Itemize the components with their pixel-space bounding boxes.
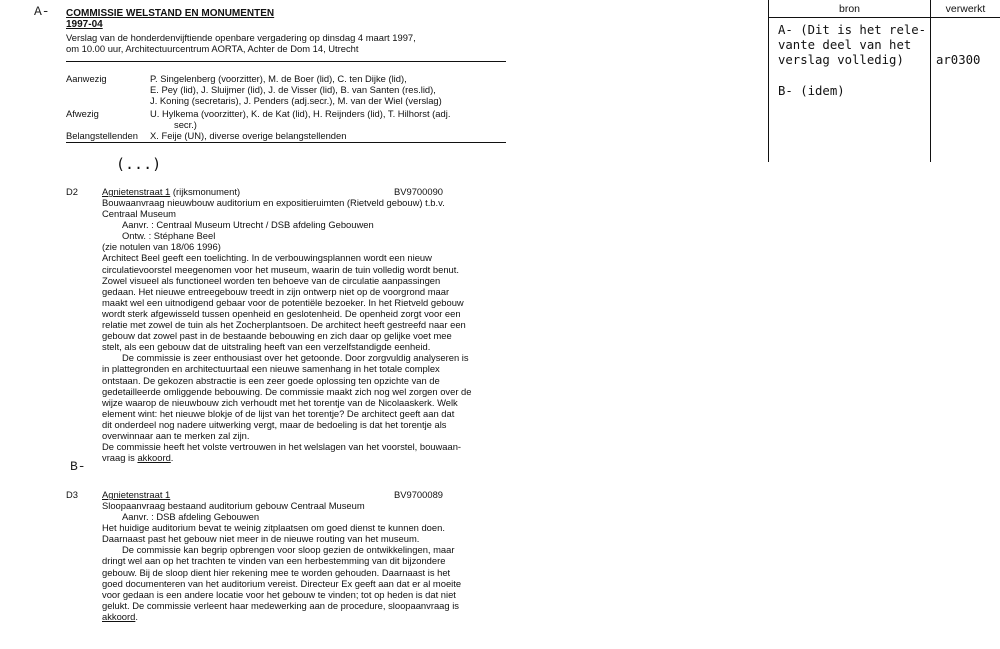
body-line: Centraal Museum <box>102 208 176 220</box>
header-divider <box>66 61 506 62</box>
marker-a: A- <box>34 4 50 19</box>
omission-ellipsis: (...) <box>116 155 162 173</box>
document-number: 1997-04 <box>66 19 103 30</box>
document-title: COMMISSIE WELSTAND EN MONUMENTEN <box>66 8 275 19</box>
body-line: dringt wel aan op het trachten te vinden van een herbestemming van dit bijzondere <box>102 555 446 567</box>
absent-line: secr.) <box>174 119 197 131</box>
verdict-line: vraag is akkoord. <box>102 452 174 464</box>
body-line: dit onderdeel nog nadere uitwerking vergt, maar de bedoeling is dat het torentje als <box>102 418 447 430</box>
body-line: De commissie kan begrip opbrengen voor sloop gezien de ontwikkelingen, maar <box>122 544 455 556</box>
bron-line: A- (Dit is het rele- <box>778 23 927 37</box>
item-body <box>102 197 471 463</box>
body-line: goed documenteren van het auditorium vereist. Directeur Ex geeft aan dat er al moeite <box>102 577 462 589</box>
table-column-divider <box>930 0 931 162</box>
item-code: D2 <box>66 186 78 197</box>
column-header-bron: bron <box>838 3 860 15</box>
verdict: akkoord <box>102 610 136 622</box>
body-line: Ontw. : Stéphane Beel <box>122 230 216 242</box>
meeting-line-2: om 10.00 uur, Architectuurcentrum AORTA, Achter de Dom 14, Utrecht <box>66 43 359 54</box>
item-reference: BV9700089 <box>394 489 444 500</box>
body-line: Bouwaanvraag nieuwbouw auditorium en expositieruimten (Rietveld gebouw) t.b.v. <box>102 197 445 208</box>
body-line: maakt wel een uitnodigend gebaar voor de potentiële bezoeker. In het Rietveld gebouw <box>102 296 464 308</box>
table-header-rule <box>768 17 1000 18</box>
item-reference: BV9700090 <box>394 186 444 197</box>
present-line: E. Pey (lid), J. Sluijmer (lid), J. de Visser (lid), B. van Santen (res.lid), <box>150 84 436 96</box>
present-line: P. Singelenberg (voorzitter), M. de Boer (lid), C. ten Dijke (lid), <box>150 73 407 84</box>
body-line: stelt, als een gebouw dat de uitstraling heeft van een verzelfstandigde eenheid. <box>102 341 431 353</box>
present-label: Aanwezig <box>66 73 107 84</box>
body-line: in plattegronden en architectuurtaal een nieuwe samenhang in het totale complex <box>102 363 440 375</box>
item-address: Agnietenstraat 1 (rijksmonument) <box>102 186 241 197</box>
interested-label: Belangstellenden <box>66 130 138 141</box>
absent-line: U. Hylkema (voorzitter), K. de Kat (lid), H. Reijnders (lid), T. Hilhorst (adj. <box>150 108 451 119</box>
body-line: voor gedaan is een andere locatie voor het gebouw te vinden; tot op heden is dat niet <box>102 588 456 600</box>
table-left-border <box>768 0 769 162</box>
absent-list <box>150 108 450 130</box>
body-line: Sloopaanvraag bestaand auditorium gebouw Centraal Museum <box>102 500 365 511</box>
body-line: Architect Beel geeft een toelichting. In de verbouwingsplannen wordt een nieuw <box>102 252 432 264</box>
present-line: J. Koning (secretaris), J. Penders (adj.secr.), M. van der Wiel (verslag) <box>150 95 442 107</box>
present-list <box>150 73 442 106</box>
body-line: gedaan. Het nieuwe entreegebouw treedt in zijn ontwerp niet op de voorgrond maar <box>102 285 450 297</box>
body-line: Aanvr. : Centraal Museum Utrecht / DSB afdeling Gebouwen <box>122 219 374 231</box>
body-line: Aanvr. : DSB afdeling Gebouwen <box>122 511 260 523</box>
body-line: wijze waarop de nieuwbouw zich verhoudt met het torentje van de Nicolaaskerk. Welk <box>102 396 458 408</box>
verwerkt-cell: ar0300 <box>936 53 981 67</box>
bron-cell <box>778 23 926 99</box>
bron-line <box>778 69 926 84</box>
column-header-verwerkt: verwerkt <box>945 3 986 15</box>
body-line: Het huidige auditorium bevat te weinig zitplaatsen om goed dienst te kunnen doen. <box>102 522 445 534</box>
body-line: Daarnaast past het gebouw niet meer in de nieuwe routing van het museum. <box>102 533 420 545</box>
body-line: De commissie is zeer enthousiast over het getoonde. Door zorgvuldig analyseren is <box>122 352 469 364</box>
body-line: relatie met zowel de tuin als het Zocherplantsoen. De architect heeft gestreefd naar een <box>102 319 466 331</box>
body-line: gelukt. De commissie verleent haar medewerking aan de procedure, sloopaanvraag is <box>102 599 459 611</box>
marker-b: B- <box>70 459 86 474</box>
bron-line: verslag volledig) <box>778 53 904 68</box>
body-line: gebouw. Bij de sloop dient hier rekening mee te worden gehouden. Daarnaast is het <box>102 566 451 578</box>
item-address: Agnietenstraat 1 <box>102 489 171 500</box>
item-code: D3 <box>66 489 78 500</box>
bron-line: vante deel van het <box>778 38 912 53</box>
meeting-line-1: Verslag van de honderdenvijftiende openbare vergadering op dinsdag 4 maart 1997, <box>66 32 416 43</box>
body-line: (zie notulen van 18/06 1996) <box>102 241 221 253</box>
attendance-divider <box>66 142 506 143</box>
item-body <box>102 500 461 622</box>
body-line: gebouw dat zowel past in de bestaande bebouwing en zich daar op gelijke voet mee <box>102 330 452 342</box>
interested-text: X. Feije (UN), diverse overige belangstellenden <box>150 130 347 141</box>
body-line: ontstaan. De gekozen abstractie is een zeer goede oplossing ten opzichte van de <box>102 374 440 386</box>
body-line: De commissie heeft het volste vertrouwen in het welslagen van het voorstel, bouwaan- <box>102 441 462 453</box>
absent-label: Afwezig <box>66 108 99 119</box>
body-line: wordt sterk afgewisseld tussen openheid en geslotenheid. De openheid zorgt voor een <box>102 307 461 319</box>
body-line: overwinnaar aan te merken zal zijn. <box>102 429 250 441</box>
bron-line: B- (idem) <box>778 83 845 98</box>
body-line: Zowel visueel als functioneel worden ten behoeve van de circulatie aanpassingen <box>102 274 441 286</box>
verdict: akkoord <box>137 452 171 464</box>
verdict-line: akkoord. <box>102 610 138 622</box>
body-line: circulatievoorstel meegenomen voor het museum, waarin de tuin volledig wordt benut. <box>102 263 459 275</box>
body-line: gedetailleerde omliggende bebouwing. De commissie maakt zich nog wel zorgen over de <box>102 385 472 397</box>
body-line: element wint: het nieuwe blokje of de lijst van het torentje? De architect geeft aan dat <box>102 407 455 419</box>
